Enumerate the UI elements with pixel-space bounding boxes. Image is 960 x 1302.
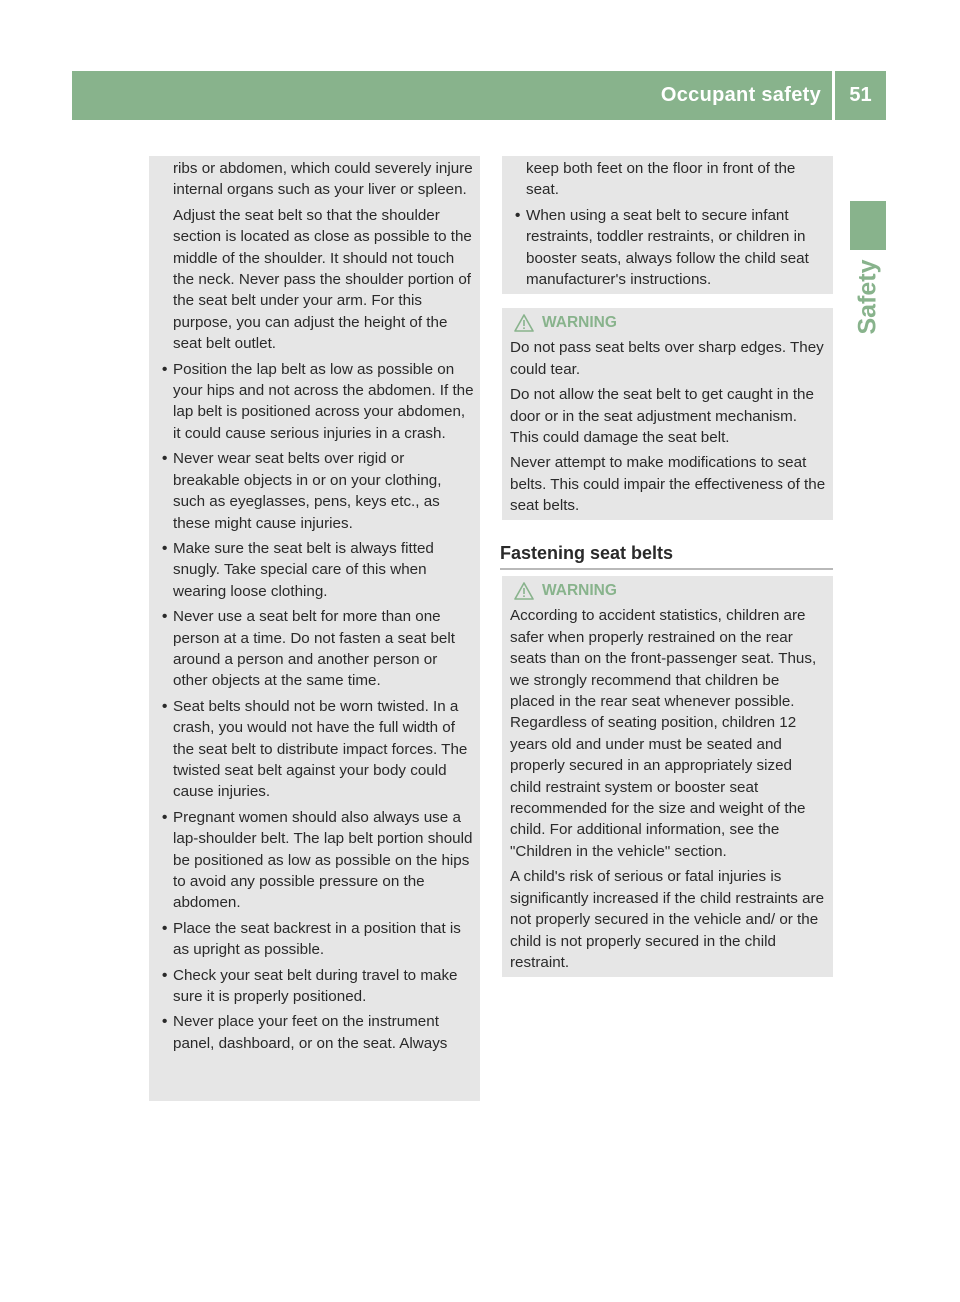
bullet-dot: • bbox=[162, 966, 168, 984]
bullet-dot: • bbox=[162, 450, 168, 468]
bullet-dot: • bbox=[162, 919, 168, 937]
warning-paragraph: According to accident statistics, children are safer when properly restrained on the rear seats than on the front-passenger seat. Thus, we strongly recommend that children be placed in the rear seat whenever possible. Regardless of seating position, children 12 years old and under must be seated and properly secured in an appropriately sized child restraint system or booster seat recommended for the size and weight of the child. For additional information, see the "Children in the vehicle" section. bbox=[510, 607, 817, 860]
warning-label: WARNING bbox=[542, 582, 617, 599]
safety-bullet-list bbox=[149, 359, 474, 1055]
warning-paragraph: Do not allow the seat belt to get caught in the door or in the seat adjustment mechanism. This could damage the seat belt. bbox=[510, 386, 814, 447]
warning-triangle-icon bbox=[514, 314, 534, 332]
warning-panel bbox=[502, 308, 833, 520]
bullet-dot: • bbox=[162, 697, 168, 715]
section-tab-marker bbox=[850, 201, 886, 250]
bullet-dot: • bbox=[162, 1013, 168, 1031]
warning-paragraph: Never attempt to make modifications to seat belts. This could impair the effectiveness of the seat belts. bbox=[510, 454, 826, 515]
list-item: • Check your seat belt during travel to make sure it is properly positioned. bbox=[162, 966, 458, 1006]
bullet-dot: • bbox=[515, 206, 521, 224]
list-item: • When using a seat belt to secure infant restraints, toddler restraints, or children in booster seats, always follow the child seat manufacturer's instructions. bbox=[515, 206, 809, 289]
right-bullet-list bbox=[502, 205, 827, 291]
list-item: • Never use a seat belt for more than one person at a time. Do not fasten a seat belt around a person and another person or other objects at the same time. bbox=[162, 608, 455, 690]
section-title: Fastening seat belts bbox=[500, 543, 674, 563]
bullet-dot: • bbox=[162, 608, 168, 626]
bullet-dot: • bbox=[162, 539, 168, 557]
warning-paragraph: Do not pass seat belts over sharp edges. They could tear. bbox=[510, 339, 824, 378]
bullet-dot: • bbox=[162, 808, 168, 826]
page-number: 51 bbox=[849, 84, 872, 106]
header-title: Occupant safety bbox=[660, 84, 821, 106]
warning-paragraph: A child's risk of serious or fatal injuries is significantly increased if the child restraints are not properly secured in the vehicle and/ or the child is not properly secured in the child restraint. bbox=[510, 868, 825, 971]
list-item: • Seat belts should not be worn twisted. In a crash, you would not have the full width of the seat belt to distribute impact forces. The twisted seat belt against your body could cause injuries. bbox=[162, 697, 468, 801]
left-warning-panel-continued bbox=[149, 156, 480, 1101]
section-divider bbox=[500, 568, 833, 570]
section-tab-label: Safety bbox=[853, 259, 882, 335]
warning-triangle-icon bbox=[514, 582, 534, 600]
continuation-text: ribs or abdomen, which could severely injure internal organs such as your liver or spleen. bbox=[173, 160, 473, 199]
right-panel-continued bbox=[502, 156, 833, 294]
list-item: • Place the seat backrest in a position that is as upright as possible. bbox=[162, 919, 461, 959]
list-item: • Never wear seat belts over rigid or breakable objects in or on your clothing, such as eyeglasses, pens, keys etc., as these might cause injuries. bbox=[162, 450, 442, 532]
list-item: • Position the lap belt as low as possible on your hips and not across the abdomen. If the lap belt is positioned across your abdomen, it could cause serious injuries in a crash. bbox=[162, 360, 474, 442]
continuation-text: keep both feet on the floor in front of the seat. bbox=[526, 160, 796, 199]
adjust-paragraph: Adjust the seat belt so that the shoulder section is located as close as possible to the middle of the shoulder. It should not touch the neck. Never pass the shoulder portion of the seat belt under your arm. For this purpose, you can adjust the height of the seat belt outlet. bbox=[173, 206, 472, 353]
warning-label: WARNING bbox=[542, 314, 617, 331]
list-item: • Make sure the seat belt is always fitted snugly. Take special care of this when wearing loose clothing. bbox=[162, 539, 434, 600]
warning-panel bbox=[502, 576, 833, 977]
list-item: • Never place your feet on the instrument panel, dashboard, or on the seat. Always bbox=[162, 1013, 448, 1052]
page-header bbox=[72, 71, 886, 120]
bullet-dot: • bbox=[162, 360, 168, 378]
list-item: • Pregnant women should also always use a lap-shoulder belt. The lap belt portion should be positioned as low as possible on the hips to avoid any possible pressure on the abdomen. bbox=[162, 808, 473, 912]
